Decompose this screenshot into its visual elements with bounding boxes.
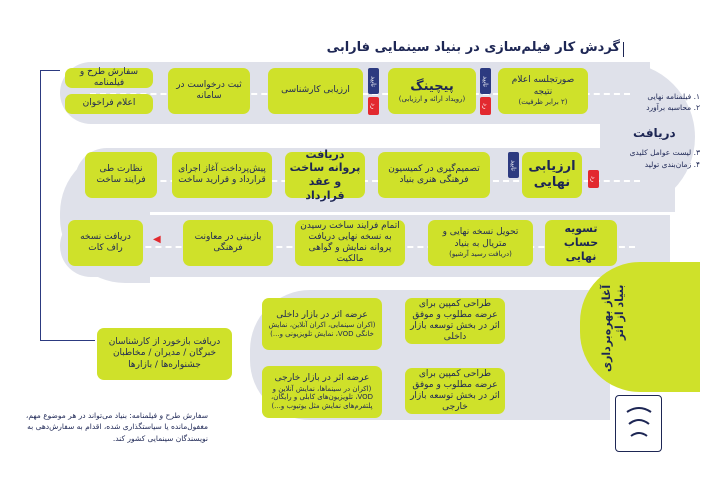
- approve-tag: تایید: [368, 68, 379, 94]
- feedback-box: دریافت بازخورد از کارشناسان خبرگان / مدیران / مخاطبان جشنواره‌ها / بازارها: [97, 328, 232, 380]
- approve-tag: تایید: [480, 68, 491, 94]
- expert-review-box: ارزیابی کارشناسی: [268, 68, 363, 114]
- side-note: ۴. زمان‌بندی تولید: [644, 160, 700, 169]
- copy-receive-box: دریافت نسخه راف کات: [68, 220, 143, 266]
- farabi-logo: [615, 395, 662, 452]
- foreign-sub: (اکران در سینماها، نمایش آنلاین و VOD، تلویزیون‌های کابلی و رایگان، پلتفرم‌های نمایش مثل یوتیوب و...): [270, 384, 374, 410]
- side-note: ۲. محاسبه برآورد: [646, 103, 700, 112]
- logo-mark-icon: [621, 402, 657, 446]
- approve-tag: تایید: [508, 152, 519, 178]
- permit-box: دریافت پروانه ساخت و عقد قرارداد: [285, 152, 365, 198]
- call-box: اعلام فراخوان: [65, 94, 153, 114]
- finish-box: اتمام فرایند ساخت رسیدن به نسخه نهایی دریافت پروانه نمایش و گواهی مالکیت: [295, 220, 405, 266]
- reject-tag: رد: [588, 170, 599, 188]
- connector-line: [40, 70, 41, 340]
- session-sub: (۲ برابر ظرفیت): [518, 97, 568, 106]
- reject-tag: رد: [480, 97, 491, 115]
- connector-line-bottom: [40, 340, 95, 341]
- commission-box: تصمیم‌گیری در کمیسیون فرهنگی هنری بنیاد: [378, 152, 490, 198]
- footnote: سفارش طرح و فیلمنامه: بنیاد می‌تواند در هر موضوع مهم، مغفول‌مانده یا سیاستگذاری شده، اقدام به سفارش‌دهی به نویسندگان سینمایی کشور کند.: [25, 411, 208, 443]
- supervision-box: نظارت طی فرایند ساخت: [85, 152, 157, 198]
- domestic-box: [262, 298, 382, 350]
- deliver-box: [428, 220, 533, 266]
- session-title: صورتجلسه اعلام نتیجه: [511, 75, 575, 97]
- foreign-box: [262, 366, 382, 418]
- review-culture-box: بازبینی در معاونت فرهنگی: [183, 220, 273, 266]
- pitching-title: پیچینگ: [410, 78, 454, 94]
- title-bar: [623, 42, 624, 57]
- domestic-campaign-box: طراحی کمپین برای عرضه مطلوب و موفق اثر در بخش توسعه بازار داخلی: [405, 298, 505, 344]
- domestic-title: عرضه اثر در بازار داخلی: [276, 309, 368, 320]
- receive-label: دریافت: [633, 126, 676, 140]
- exploit-label: آغاز بهره‌برداری بنیاد از اثر: [600, 285, 626, 373]
- pitching-box: [388, 68, 476, 114]
- side-note: ۳. لیست عوامل کلیدی: [629, 148, 700, 157]
- page-title: گردش کار فیلم‌سازی در بنیاد سینمایی فارابی: [326, 40, 620, 55]
- reject-tag: رد: [368, 97, 379, 115]
- session-box: [498, 68, 588, 114]
- exploit-band: [580, 262, 700, 392]
- domestic-sub: (اکران سینمایی، اکران آنلاین، نمایش خانگی VOD، نمایش تلویزیونی و...): [268, 320, 376, 338]
- final-eval-box: ارزیابی نهایی: [522, 152, 582, 198]
- deliver-title: تحویل نسخه نهایی و متریال به بنیاد: [442, 227, 519, 249]
- foreign-campaign-box: طراحی کمپین برای عرضه مطلوب و موفق اثر در بخش توسعه بازار خارجی: [405, 368, 505, 414]
- register-box: ثبت درخواست در سامانه: [168, 68, 250, 114]
- settlement-box: تسویه حساب نهایی: [545, 220, 617, 266]
- foreign-title: عرضه اثر در بازار خارجی: [274, 373, 370, 384]
- deliver-sub: (دریافت رسید آرشیو): [449, 249, 512, 258]
- pitching-sub: (رویداد ارائه و ارزیابی): [398, 94, 466, 103]
- prepay-box: پیش‌پرداخت آغاز اجرای قرارداد و قرارید ساخت: [172, 152, 272, 198]
- side-note: ۱. فیلمنامه نهایی: [647, 92, 700, 101]
- arrow-left-icon: ◀: [153, 234, 161, 245]
- order-box: سفارش طرح و فیلمنامه: [65, 68, 153, 88]
- connector-line-top: [40, 70, 60, 71]
